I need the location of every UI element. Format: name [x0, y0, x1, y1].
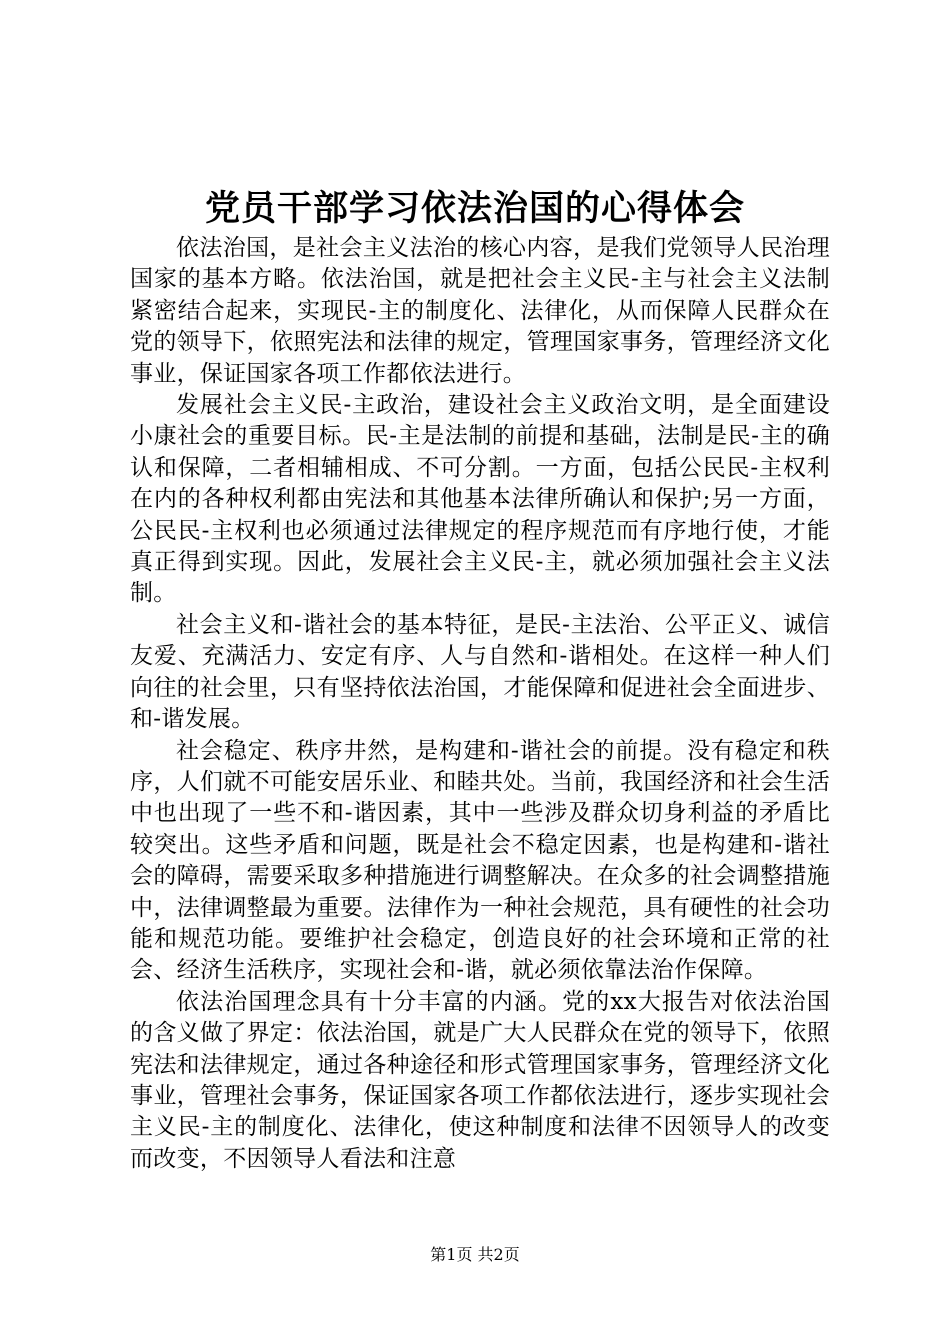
paragraph: 依法治国，是社会主义法治的核心内容，是我们党领导人民治理国家的基本方略。依法治国，就是把社会主义民-主与社会主义法制紧密结合起来，实现民-主的制度化、法律化，从而保障人民群众在党的领导下，依照宪法和法律的规定，管理国家事务，管理经济文化事业，保证国家各项工作都依法进行。	[130, 235, 830, 387]
paragraph: 依法治国理念具有十分丰富的内涵。党的xx大报告对依法治国的含义做了界定：依法治国，就是广大人民群众在党的领导下，依照宪法和法律规定，通过各种途径和形式管理国家事务，管理经济文化事业，管理社会事务，保证国家各项工作都依法进行，逐步实现社会主义民-主的制度化、法律化，使这种制度和法律不因领导人的改变而改变，不因领导人看法和注意	[130, 988, 830, 1172]
paragraph: 社会稳定、秩序井然，是构建和-谐社会的前提。没有稳定和秩序，人们就不可能安居乐业、和睦共处。当前，我国经济和社会生活中也出现了一些不和-谐因素，其中一些涉及群众切身利益的矛盾比较突出。这些矛盾和问题，既是社会不稳定因素，也是构建和-谐社会的障碍，需要采取多种措施进行调整解决。在众多的社会调整措施中，法律调整最为重要。法律作为一种社会规范，具有硬性的社会功能和规范功能。要维护社会稳定，创造良好的社会环境和正常的社会、经济生活秩序，实现社会和-谐，就必须依靠法治作保障。	[130, 737, 830, 984]
paragraph: 社会主义和-谐社会的基本特征，是民-主法治、公平正义、诚信友爱、充满活力、安定有序、人与自然和-谐相处。在这样一种人们向往的社会里，只有坚持依法治国，才能保障和促进社会全面进步、和-谐发展。	[130, 611, 830, 733]
document-body	[130, 233, 830, 1175]
paragraph: 发展社会主义民-主政治，建设社会主义政治文明，是全面建设小康社会的重要目标。民-主是法制的前提和基础，法制是民-主的确认和保障，二者相辅相成、不可分割。一方面，包括公民民-主权利在内的各种权利都由宪法和其他基本法律所确认和保护;另一方面，公民民-主权利也必须通过法律规定的程序规范而有序地行使，才能真正得到实现。因此，发展社会主义民-主，就必须加强社会主义法制。	[130, 392, 830, 607]
page-number-footer: 第1页 共2页	[430, 1245, 520, 1264]
document-title: 党员干部学习依法治国的心得体会	[204, 188, 745, 229]
